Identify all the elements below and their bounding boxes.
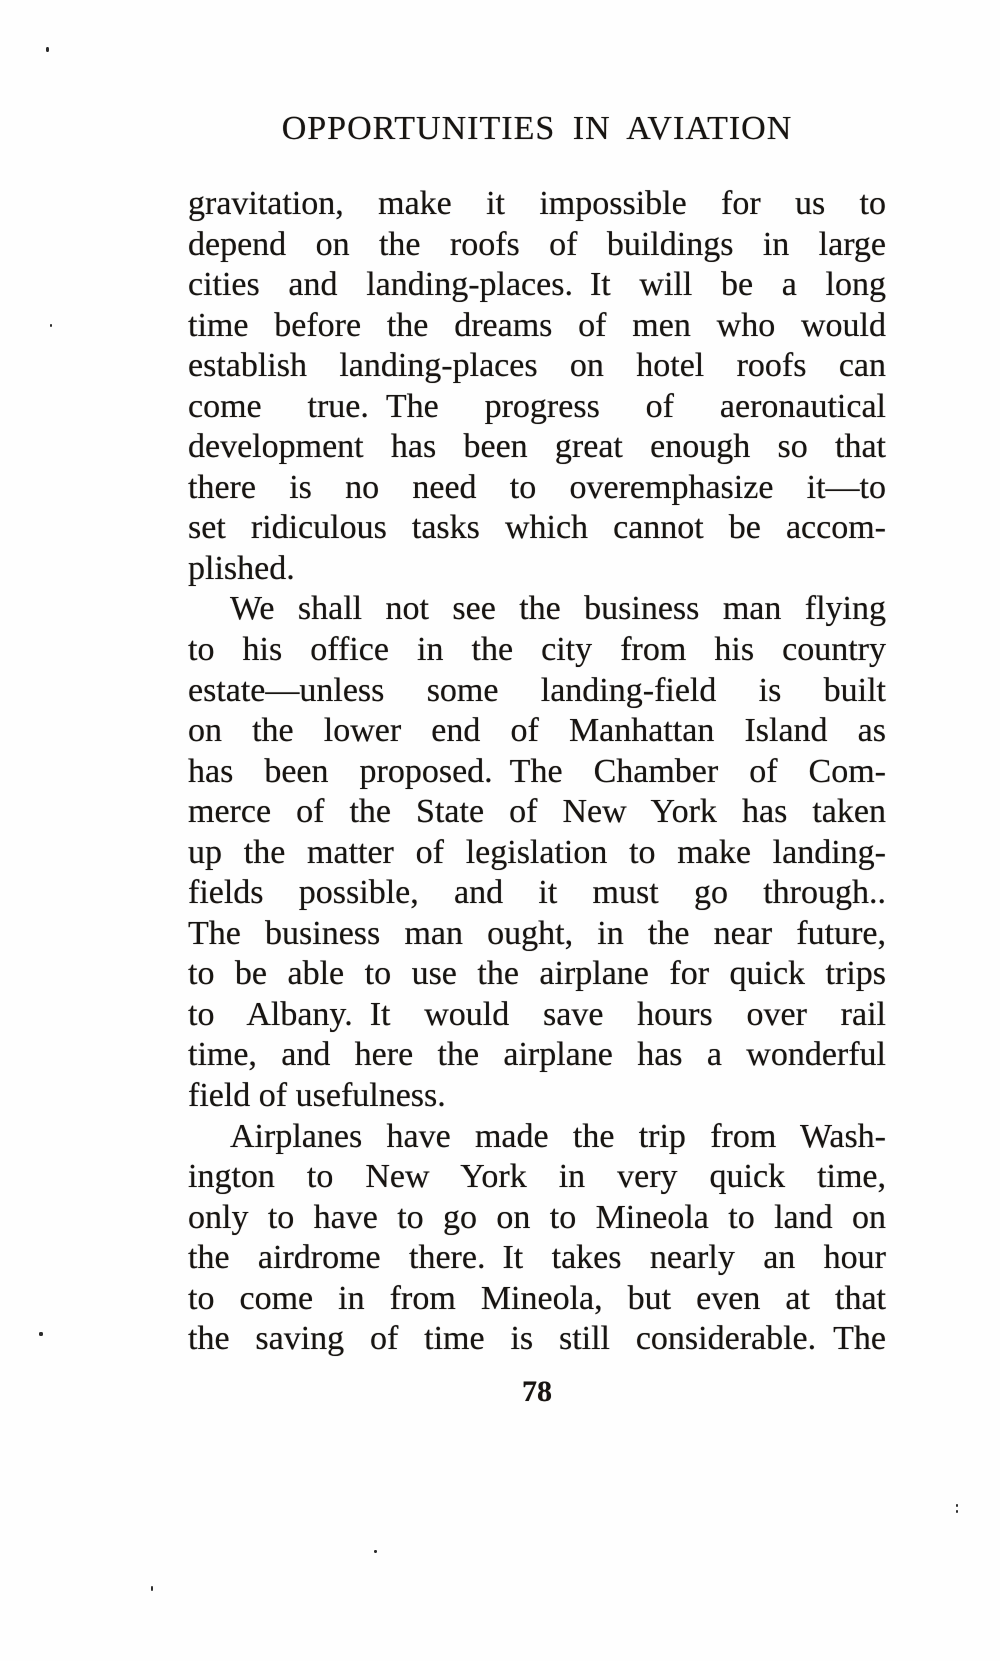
text-line: only to have to go on to Mineola to land on	[188, 1198, 886, 1236]
scan-speck	[956, 1510, 958, 1513]
text-line: gravitation, make it impossible for us to	[188, 185, 886, 222]
text-line: We shall not see the business man flying	[230, 590, 886, 628]
text-line: come true. The progress of aeronautical	[188, 387, 886, 425]
text-line: estate—unless some landing-field is built	[188, 671, 886, 709]
text-line: field of usefulness.	[188, 1077, 446, 1115]
text-line: establish landing-places on hotel roofs can	[188, 347, 886, 385]
text-lines	[188, 184, 886, 1360]
text-line: to be able to use the airplane for quick trips	[188, 955, 886, 993]
text-line: set ridiculous tasks which cannot be accom-	[188, 509, 886, 547]
text-line: time before the dreams of men who would	[188, 306, 886, 344]
page-text	[188, 184, 886, 1360]
text-line: to come in from Mineola, but even at that	[188, 1279, 886, 1317]
scan-speck	[50, 324, 52, 327]
text-line: on the lower end of Manhattan Island as	[188, 712, 886, 750]
text-line: The business man ought, in the near future,	[188, 914, 886, 952]
page-number: 78	[522, 1375, 552, 1408]
scan-speck	[39, 1332, 43, 1336]
text-line: has been proposed. The Chamber of Com-	[188, 752, 886, 790]
text-line: time, and here the airplane has a wonderful	[188, 1036, 886, 1074]
text-line: plished.	[188, 549, 295, 587]
running-header: OPPORTUNITIES IN AVIATION	[281, 110, 793, 147]
text-line: the airdrome there. It takes nearly an hour	[188, 1239, 886, 1277]
text-line: depend on the roofs of buildings in large	[188, 225, 886, 263]
text-line: development has been great enough so that	[188, 428, 886, 466]
text-line: to his office in the city from his country	[188, 631, 886, 669]
scan-speck	[151, 1586, 153, 1591]
text-line: merce of the State of New York has taken	[188, 793, 886, 831]
text-line: Airplanes have made the trip from Wash-	[230, 1117, 886, 1155]
text-line: fields possible, and it must go through..	[188, 874, 886, 912]
text-line: the saving of time is still considerable. The	[188, 1320, 886, 1358]
scan-speck	[374, 1550, 377, 1553]
text-line: ington to New York in very quick time,	[188, 1158, 886, 1196]
scan-speck	[956, 1504, 958, 1507]
text-line: up the matter of legislation to make landing-	[188, 833, 886, 871]
text-line: cities and landing-places. It will be a long	[188, 266, 886, 304]
text-line: there is no need to overemphasize it—to	[188, 468, 886, 506]
scan-speck	[46, 47, 49, 52]
text-line: to Albany. It would save hours over rail	[188, 995, 886, 1033]
